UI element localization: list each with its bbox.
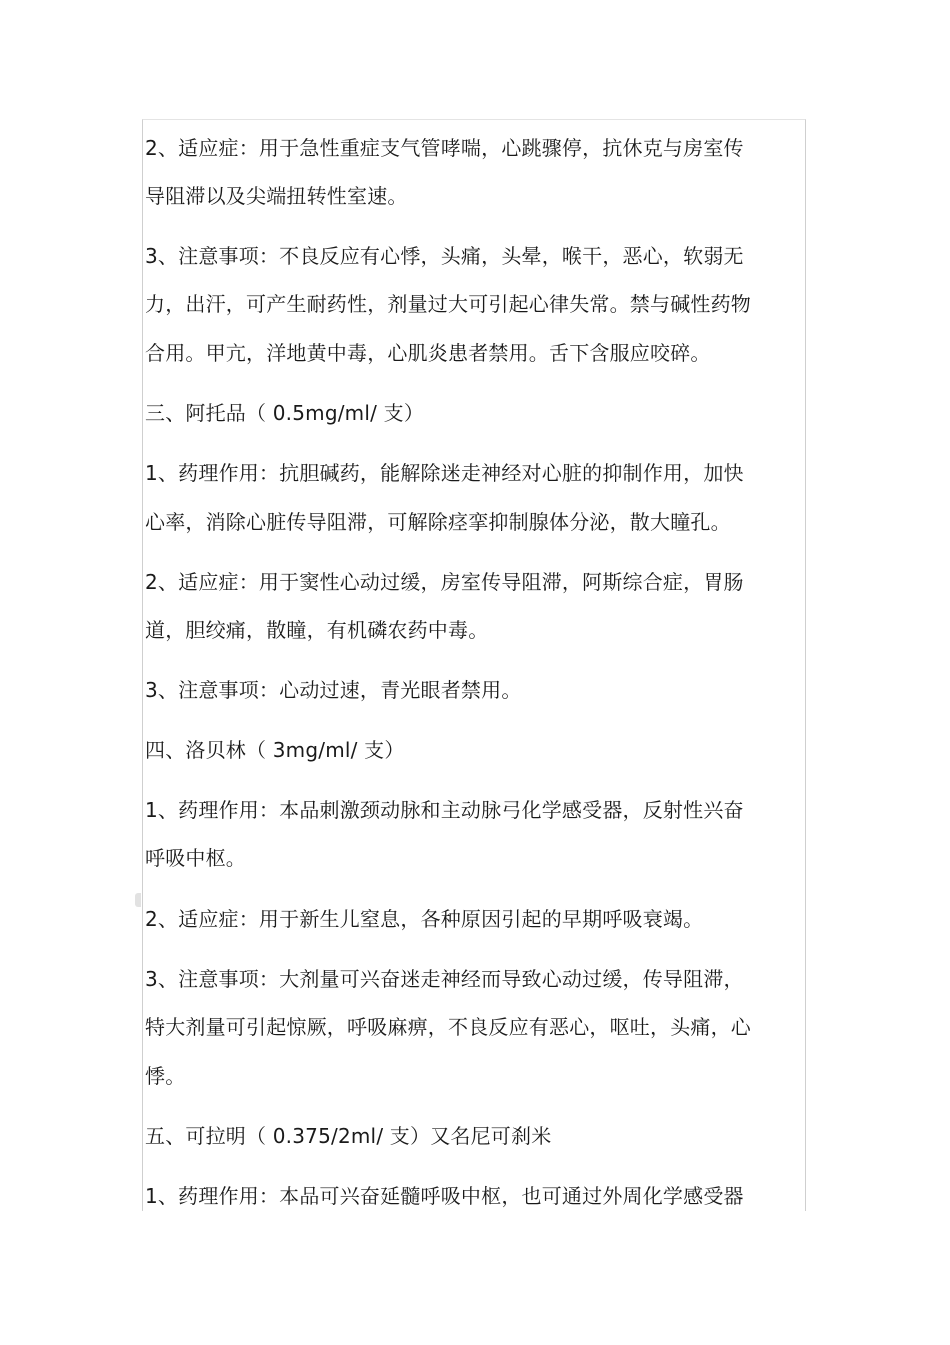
- text-line-11: 3、注意事项：心动过速，青光眼者禁用。: [145, 678, 522, 702]
- text-line-5: 合用。甲亢，洋地黄中毒，心肌炎患者禁用。舌下含服应咬碎。: [145, 341, 711, 365]
- text-line-15: 2、适应症：用于新生儿窒息，各种原因引起的早期呼吸衰竭。: [145, 907, 704, 931]
- text-line-9: 2、适应症：用于窦性心动过缓，房室传导阻滞，阿斯综合症，胃肠: [145, 570, 744, 594]
- text-line-1: 2、适应症：用于急性重症支气管哮喘，心跳骤停，抗休克与房室传: [145, 136, 744, 160]
- text-line-20: 1、药理作用：本品可兴奋延髓呼吸中枢，也可通过外周化学感受器: [145, 1184, 744, 1208]
- page-frame: [142, 119, 806, 1211]
- text-line-2: 导阻滞以及尖端扭转性室速。: [145, 184, 408, 208]
- text-line-17: 特大剂量可引起惊厥，呼吸麻痹，不良反应有恶心，呕吐，头痛，心: [145, 1015, 751, 1039]
- section-heading-lobeline: 四、洛贝林（ 3mg/ml/ 支）: [145, 738, 405, 762]
- text-line-8: 心率，消除心脏传导阻滞，可解除痉挛抑制腺体分泌，散大瞳孔。: [145, 510, 731, 534]
- text-line-16: 3、注意事项：大剂量可兴奋迷走神经而导致心动过缓，传导阻滞，: [145, 967, 744, 991]
- text-line-4: 力，出汗，可产生耐药性，剂量过大可引起心律失常。禁与碱性药物: [145, 292, 751, 316]
- text-line-13: 1、药理作用：本品刺激颈动脉和主动脉弓化学感受器，反射性兴奋: [145, 798, 744, 822]
- section-heading-atropine: 三、阿托品（ 0.5mg/ml/ 支）: [145, 401, 425, 425]
- text-line-3: 3、注意事项：不良反应有心悸，头痛，头晕，喉干，恶心，软弱无: [145, 244, 744, 268]
- text-line-10: 道，胆绞痛，散瞳，有机磷农药中毒。: [145, 618, 489, 642]
- text-line-7: 1、药理作用：抗胆碱药，能解除迷走神经对心脏的抑制作用，加快: [145, 461, 744, 485]
- text-line-14: 呼吸中枢。: [145, 846, 246, 870]
- section-heading-nikethamide: 五、可拉明（ 0.375/2ml/ 支）又名尼可刹米: [145, 1124, 552, 1148]
- margin-mark: [135, 893, 141, 907]
- text-line-18: 悸。: [145, 1064, 186, 1088]
